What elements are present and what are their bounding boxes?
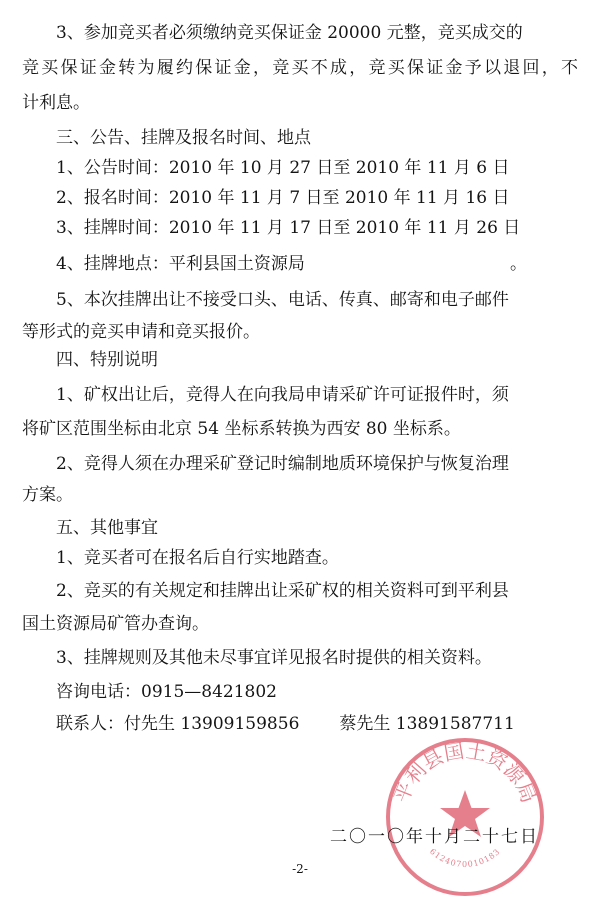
contact-second: 蔡先生 13891587711 [339,714,515,734]
rule-3-line-2: 竞买保证金转为履约保证金，竞买不成，竞买保证金予以退回，不 [22,58,578,78]
contact-line [56,713,515,735]
page-number: -2- [292,862,308,876]
section-3-heading: 三、公告、挂牌及报名时间、地点 [56,128,311,148]
special-2-line-1: 2、竞得人须在办理采矿登记时编制地质环境保护与恢复治理 [56,454,509,474]
other-3: 3、挂牌规则及其他未尽事宜详见报名时提供的相关资料。 [56,648,492,668]
rule-3-line-1: 3、参加竞买者必须缴纳竞买保证金 20000 元整，竞买成交的 [56,23,523,43]
consult-phone: 咨询电话：0915—8421802 [56,682,277,702]
other-2-line-1: 2、竞买的有关规定和挂牌出让采矿权的相关资料可到平利县 [56,581,509,601]
official-seal [382,734,548,900]
listing-venue-text: 4、挂牌地点：平利县国土资源局 [56,254,305,274]
registration-time: 2、报名时间：2010 年 11 月 7 日至 2010 年 11 月 16 日 [56,188,510,208]
section-4-heading: 四、特别说明 [56,350,158,370]
special-2-line-2: 方案。 [22,485,73,505]
listing-venue [56,253,527,275]
rule-3-line-3: 计利息。 [22,93,90,113]
special-1-line-2: 将矿区范围坐标由北京 54 坐标系转换为西安 80 坐标系。 [22,419,461,439]
seal-name: 平利县国土资源局 [388,738,542,807]
seal-code: 6124070010183 [427,846,503,869]
rule-5-line-2: 等形式的竞买申请和竞买报价。 [22,322,260,342]
section-5-heading: 五、其他事宜 [56,518,158,538]
other-2-line-2: 国土资源局矿管办查询。 [22,614,209,634]
special-1-line-1: 1、矿权出让后，竞得人在向我局申请采矿许可证报件时，须 [56,385,509,405]
announcement-time: 1、公告时间：2010 年 10 月 27 日至 2010 年 11 月 6 日 [56,158,510,178]
rule-5-line-1: 5、本次挂牌出让不接受口头、电话、传真、邮寄和电子邮件 [56,290,509,310]
contact-first: 联系人：付先生 13909159856 [56,714,300,734]
listing-time: 3、挂牌时间：2010 年 11 月 17 日至 2010 年 11 月 26 日 [56,218,521,238]
other-1: 1、竞买者可在报名后自行实地踏查。 [56,548,339,568]
venue-trailing-mark: 。 [510,254,527,274]
issue-date: 二〇一〇年十月二十七日 [330,827,539,847]
